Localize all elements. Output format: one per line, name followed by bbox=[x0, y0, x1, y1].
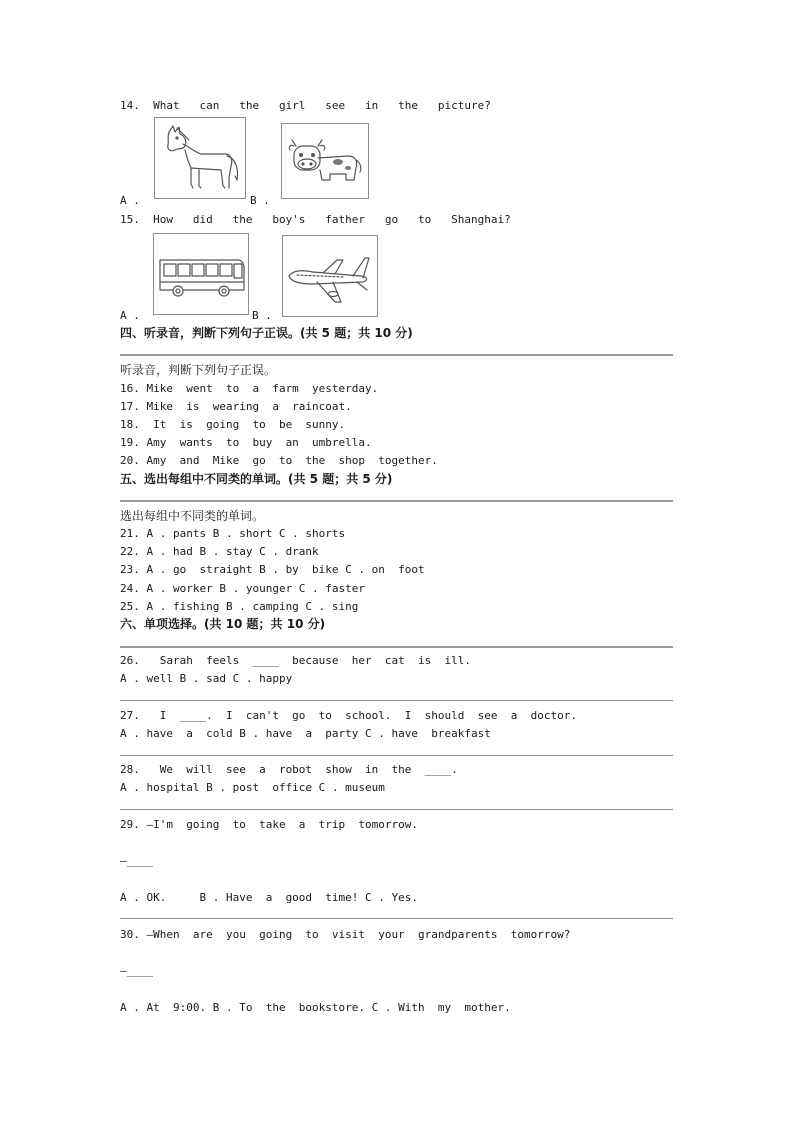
q15-option-a: A . bbox=[120, 309, 140, 322]
q30-options: A . At 9:00. B . To the bookstore. C . With my mother. bbox=[120, 1001, 511, 1014]
q17: 17. Mike is wearing a raincoat. bbox=[120, 400, 352, 413]
q15-stem: 15. How did the boy's father go to Shanghai? bbox=[120, 213, 511, 226]
bus-icon bbox=[154, 234, 248, 314]
divider bbox=[120, 809, 673, 810]
q30-answer-blank: —____ bbox=[120, 964, 154, 977]
q16: 16. Mike went to a farm yesterday. bbox=[120, 382, 379, 395]
q21: 21. A . pants B . short C . shorts bbox=[120, 527, 346, 540]
q22: 22. A . had B . stay C . drank bbox=[120, 545, 319, 558]
divider bbox=[120, 700, 673, 701]
q25: 25. A . fishing B . camping C . sing bbox=[120, 600, 359, 613]
q14-option-b: B . bbox=[250, 194, 270, 207]
divider bbox=[120, 755, 673, 756]
horse-icon bbox=[155, 118, 245, 198]
q26-options: A . well B . sad C . happy bbox=[120, 672, 293, 685]
cow-icon bbox=[282, 124, 368, 198]
q19: 19. Amy wants to buy an umbrella. bbox=[120, 436, 372, 449]
q20: 20. Amy and Mike go to the shop together. bbox=[120, 454, 438, 467]
q27-options: A . have a cold B . have a party C . have breakfast bbox=[120, 727, 491, 740]
section-5-instruction: 选出每组中不同类的单词。 bbox=[120, 509, 265, 523]
divider bbox=[120, 918, 673, 919]
section-6-title: 六、单项选择。(共 10 题；共 10 分) bbox=[120, 617, 326, 631]
q14-option-a: A . bbox=[120, 194, 140, 207]
divider bbox=[120, 646, 673, 648]
q18: 18. It is going to be sunny. bbox=[120, 418, 346, 431]
section-4-title: 四、听录音，判断下列句子正误。(共 5 题；共 10 分) bbox=[120, 326, 413, 340]
q30-stem: 30. —When are you going to visit your grandparents tomorrow? bbox=[120, 928, 571, 941]
section-5-title: 五、选出每组中不同类的单词。(共 5 题；共 5 分) bbox=[120, 472, 393, 486]
q15-option-b: B . bbox=[252, 309, 272, 322]
plane-image bbox=[282, 235, 378, 317]
q29-stem: 29. —I'm going to take a trip tomorrow. bbox=[120, 818, 419, 831]
q28-options: A . hospital B . post office C . museum bbox=[120, 781, 385, 794]
q14-stem: 14. What can the girl see in the picture? bbox=[120, 99, 491, 112]
q29-answer-blank: —____ bbox=[120, 854, 154, 867]
section-4-instruction: 听录音，判断下列句子正误。 bbox=[120, 363, 277, 377]
q23: 23. A . go straight B . by bike C . on foot bbox=[120, 563, 425, 576]
horse-image bbox=[154, 117, 246, 199]
airplane-icon bbox=[283, 236, 377, 316]
bus-image bbox=[153, 233, 249, 315]
q26-stem: 26. Sarah feels ____ because her cat is ill. bbox=[120, 654, 471, 667]
divider bbox=[120, 500, 673, 502]
q28-stem: 28. We will see a robot show in the ____. bbox=[120, 763, 458, 776]
q29-options: A . OK. B . Have a good time! C . Yes. bbox=[120, 891, 419, 904]
q27-stem: 27. I ____. I can't go to school. I should see a doctor. bbox=[120, 709, 577, 722]
cow-image bbox=[281, 123, 369, 199]
divider bbox=[120, 354, 673, 356]
q24: 24. A . worker B . younger C . faster bbox=[120, 582, 366, 595]
